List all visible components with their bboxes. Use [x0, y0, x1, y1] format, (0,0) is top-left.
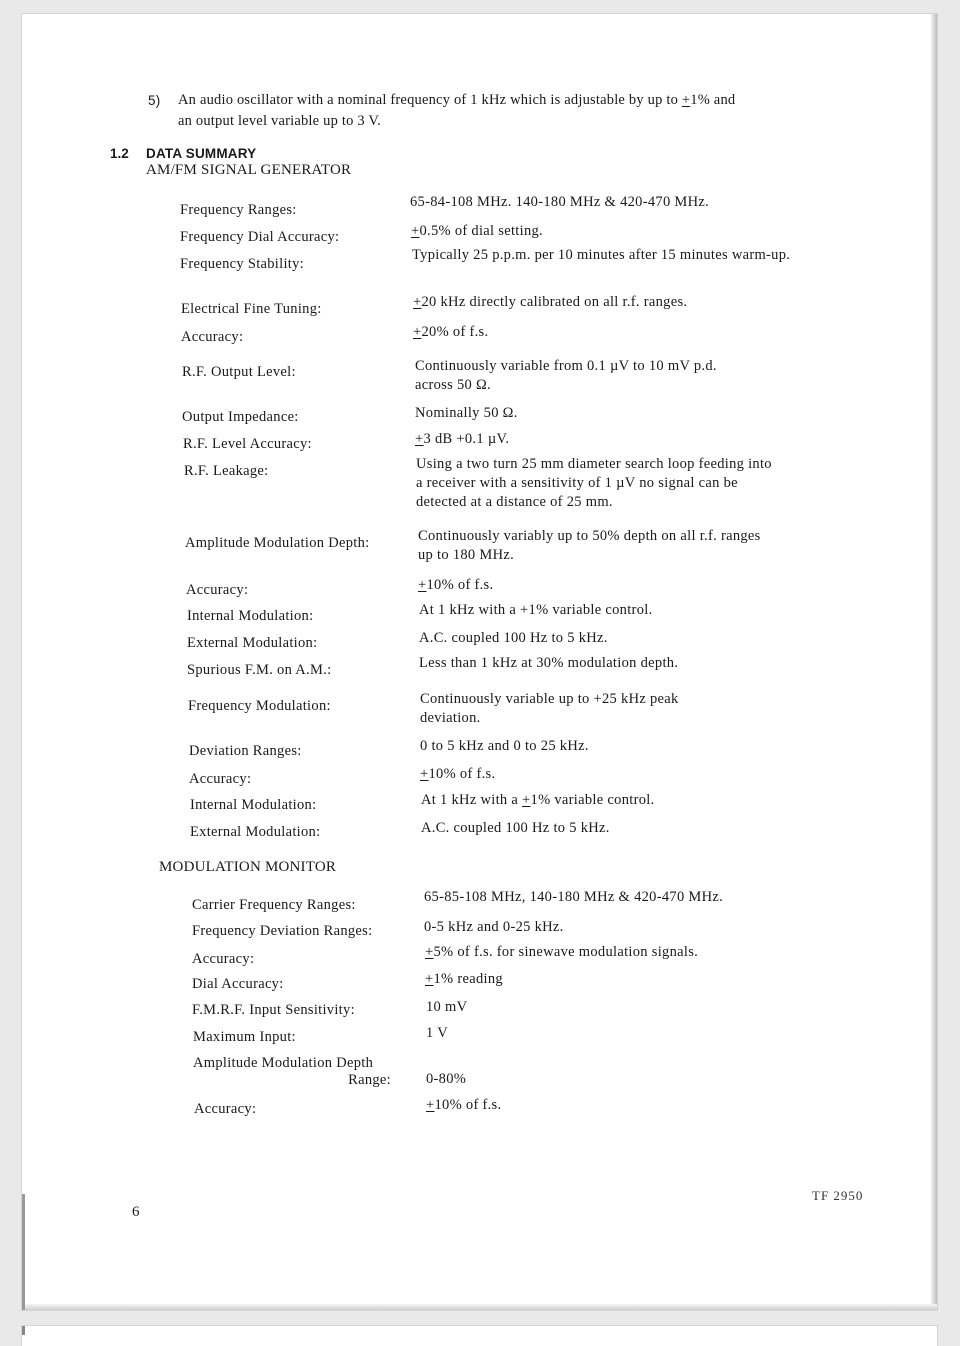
spec-label: Amplitude Modulation Depth: [185, 535, 370, 551]
spec-value: +1% reading [425, 971, 503, 987]
spec-value: 1 V [426, 1025, 448, 1041]
spec-value: Continuously variable from 0.1 µV to 10 mV p.d. across 50 Ω. [415, 358, 717, 393]
document-id: TF 2950 [812, 1188, 864, 1203]
spec-label: External Modulation: [190, 824, 321, 840]
spec-label: Frequency Dial Accuracy: [180, 229, 340, 245]
spec-label: Frequency Stability: [180, 256, 304, 272]
spec-value: Less than 1 kHz at 30% modulation depth. [419, 655, 679, 671]
spec-value: +0.5% of dial setting. [411, 223, 543, 239]
spec-label: Accuracy: [181, 329, 244, 345]
spec-value: +10% of f.s. [418, 577, 494, 593]
spec-label: Frequency Ranges: [180, 202, 297, 218]
spec-value: +10% of f.s. [420, 766, 496, 782]
spec-value: +20 kHz directly calibrated on all r.f. ranges. [413, 294, 688, 310]
document-page [22, 14, 937, 1310]
page-bottom-edge [22, 1304, 937, 1310]
spec-label: Frequency Modulation: [188, 698, 331, 714]
spec-label: Accuracy: [186, 582, 249, 598]
generator-title: AM/FM SIGNAL GENERATOR [146, 162, 352, 178]
spec-value: 10 mV [426, 999, 468, 1015]
spec-value: Nominally 50 Ω. [415, 405, 518, 421]
spec-value: A.C. coupled 100 Hz to 5 kHz. [421, 820, 610, 836]
spec-label: Deviation Ranges: [189, 743, 302, 759]
spec-value: +5% of f.s. for sinewave modulation signals. [425, 944, 699, 960]
spec-value: +20% of f.s. [413, 324, 489, 340]
spec-value: 0-80% [426, 1071, 467, 1087]
intro-item-5 [148, 90, 828, 132]
monitor-title: MODULATION MONITOR [159, 859, 337, 875]
spec-label: Amplitude Modulation Depth [193, 1055, 374, 1071]
section-number: 1.2 [110, 146, 129, 161]
spec-label: R.F. Level Accuracy: [183, 436, 312, 452]
spec-value: Continuously variably up to 50% depth on all r.f. ranges up to 180 MHz. [418, 528, 761, 563]
spec-label: Accuracy: [192, 951, 255, 967]
spec-label: External Modulation: [187, 635, 318, 651]
intro-item-number: 5) [148, 93, 161, 108]
spec-label: Internal Modulation: [187, 608, 314, 624]
spec-label: R.F. Output Level: [182, 364, 296, 380]
page-number: 6 [132, 1204, 140, 1220]
spec-value: Typically 25 p.p.m. per 10 minutes after 15 minutes warm-up. [412, 247, 791, 263]
spec-value: 0 to 5 kHz and 0 to 25 kHz. [420, 738, 589, 754]
spec-label: R.F. Leakage: [184, 463, 269, 479]
spec-value: Continuously variable up to +25 kHz peak deviation. [420, 691, 679, 726]
spec-value: +10% of f.s. [426, 1097, 502, 1113]
spec-label: Spurious F.M. on A.M.: [187, 662, 332, 678]
page-left-edge-mark [22, 1194, 25, 1310]
spec-label: Frequency Deviation Ranges: [192, 923, 373, 939]
spec-value: At 1 kHz with a +1% variable control. [421, 792, 655, 808]
spec-label-continued: Range: [348, 1072, 391, 1088]
page-edge-shadow [931, 14, 937, 1310]
intro-item-text: An audio oscillator with a nominal frequency of 1 kHz which is adjustable by up to +1% and an output level variable up to 3 V. [178, 92, 736, 129]
spec-label: Output Impedance: [182, 409, 299, 425]
spec-value: 65-84-108 MHz. 140-180 MHz & 420-470 MHz. [410, 194, 710, 210]
spec-value: At 1 kHz with a +1% variable control. [419, 602, 653, 618]
next-page-edge [22, 1326, 937, 1346]
spec-value: +3 dB +0.1 µV. [415, 431, 510, 447]
spec-value: A.C. coupled 100 Hz to 5 kHz. [419, 630, 608, 646]
spec-label: Carrier Frequency Ranges: [192, 897, 356, 913]
spec-label: Electrical Fine Tuning: [181, 301, 322, 317]
spec-label: Accuracy: [194, 1101, 257, 1117]
section-title: DATA SUMMARY [146, 146, 257, 161]
spec-label: Dial Accuracy: [192, 976, 284, 992]
spec-value: 0-5 kHz and 0-25 kHz. [424, 919, 564, 935]
spec-label: Internal Modulation: [190, 797, 317, 813]
spec-value: Using a two turn 25 mm diameter search loop feeding into a receiver with a sensitivity of 1 µV no signal can be detected at a distance of 25 mm. [416, 456, 772, 510]
spec-label: F.M.R.F. Input Sensitivity: [192, 1002, 355, 1018]
spec-label: Maximum Input: [193, 1029, 296, 1045]
spec-value: 65-85-108 MHz, 140-180 MHz & 420-470 MHz. [424, 889, 724, 905]
spec-label: Accuracy: [189, 771, 252, 787]
